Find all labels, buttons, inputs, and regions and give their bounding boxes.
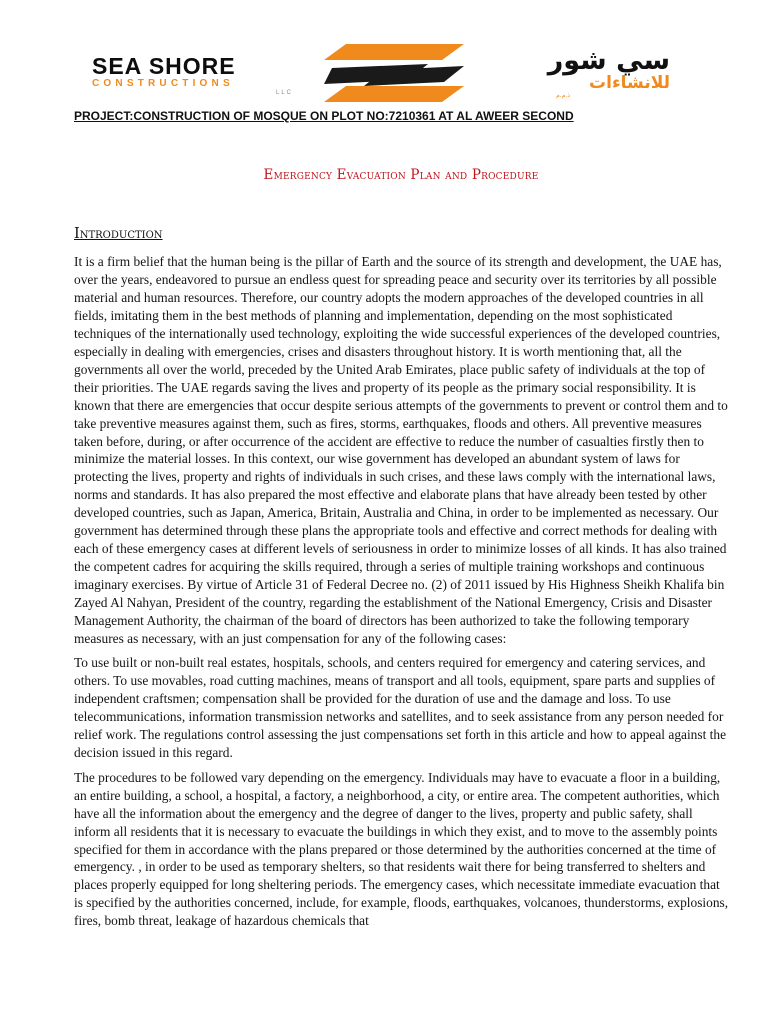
project-line: PROJECT:CONSTRUCTION OF MOSQUE ON PLOT NO:7210361 AT AL AWEER SECOND	[74, 109, 574, 123]
company-logo-arabic	[510, 46, 670, 100]
letterhead	[74, 44, 724, 104]
logo-ar-main-text: سي شور	[547, 45, 670, 76]
logo-mark-svg	[324, 44, 464, 102]
logo-en-main-text: SEA SHORE	[92, 53, 236, 79]
logo-en-llc-text: LLC	[275, 90, 293, 96]
company-logo-mark-icon	[324, 44, 464, 102]
section-heading-introduction: Introduction	[74, 226, 163, 242]
paragraph: To use built or non-built real estates, hospitals, schools, and centers required for emergency and catering services, and others. To use movables, road cutting machines, means of transport and all tools, equipment, spare parts and supplies of independent craftsmen; compensation shall be provided for the duration of use and the damage and loss. To use telecommunications, information transmission networks and satellites, and to seek assistance from any person needed for relief work. The regulations control assessing the just compensations set forth in this article and how to appeal against the decision issued in this regard.	[74, 655, 727, 761]
body-text	[74, 253, 730, 937]
logo-ar-sub-text: للانشاءات	[589, 73, 670, 93]
logo-en-sub-text: CONSTRUCTIONS	[92, 78, 234, 89]
paragraph: The procedures to be followed vary depending on the emergency. Individuals may have to evacuate a floor in a building, an entire building, a school, a hospital, a factory, a neighborhood, a city, or entire area. The competent authorities, which have all the information about the emergency and the degree of danger to the lives, property and public safety, shall inform all residents that it is necessary to evacuate the buildings in which they exist, and to move to the assembly points specified for them in accordance with the plans prepared or those determined by the authorities concerned at the time of emergency. , in order to be used as temporary shelters, so that residents wait there for being transferred to shelters and places properly equipped for long sheltering periods. The emergency cases, which necessitate immediate evacuation that is specified by the authorities concerned, include, for example, floods, earthquakes, volcanoes, thunderstorms, explosions, fires, bomb threat, leakage of hazardous chemicals that	[74, 769, 729, 929]
logo-stripe-top	[324, 44, 464, 60]
document-title: Emergency Evacuation Plan and Procedure	[263, 167, 539, 183]
company-logo-english	[92, 54, 297, 98]
logo-ar-llc-text: ذ.م.م	[556, 92, 570, 99]
paragraph: It is a firm belief that the human being is the pillar of Earth and the source of its strength and development, the UAE has, over the years, endeavored to pursue an endless quest for spreading peace and security over its territories by all possible material and human resources. Therefore, our country adopts the modern approaches of the developed countries in all fields, imitating them in the best methods of planning and implementation, depending on the most sophisticated techniques of the internationally used technology, exploiting the wide successful experiences of the developed countries, especially in dealing with emergencies, crises and disasters throughout history. It is worth mentioning that, all the governments all over the world, preceded by the United Arab Emirates, place public safety of individuals at the top of their priorities. The UAE regards saving the lives and property of its people as the primary social responsibility. It is known that there are emergencies that occur despite serious attempts of the governments to prevent or control them and to take preventive measures against them, such as fires, storms, earthquakes, floods and others. All preventive measures taken before, during, or after occurrence of the accident are effective to reduce the number of casualties firstly then to minimize the material losses. In this context, our wise government has developed an abundant system of laws for protecting the lives, property and rights of individuals in such crises, and these laws comply with the international laws, norms and standards. It has also prepared the most effective and elaborate plans that have already been tested by other developed countries, such as Japan, America, Britain, Australia and China, in order to be implemented as necessary. Our government has determined through these plans the appropriate tools and effective and correct methods for dealing with each of these emergency cases at different levels of seriousness in order to minimize losses of all kinds. It has also trained the competent cadres for acquiring the skills required, through a series of multiple training workshops and continuous imaginary exercises. By virtue of Article 31 of Federal Decree no. (2) of 2011 issued by His Highness Sheikh Khalifa bin Zayed Al Nahyan, President of the country, regarding the establishment of the National Emergency, Crisis and Disaster Management Authority, the chairman of the board of directors has been authorized to take the following temporary measures as necessary, with an just compensation for any of the following cases:	[74, 254, 728, 647]
logo-stripe-bottom	[324, 86, 464, 102]
